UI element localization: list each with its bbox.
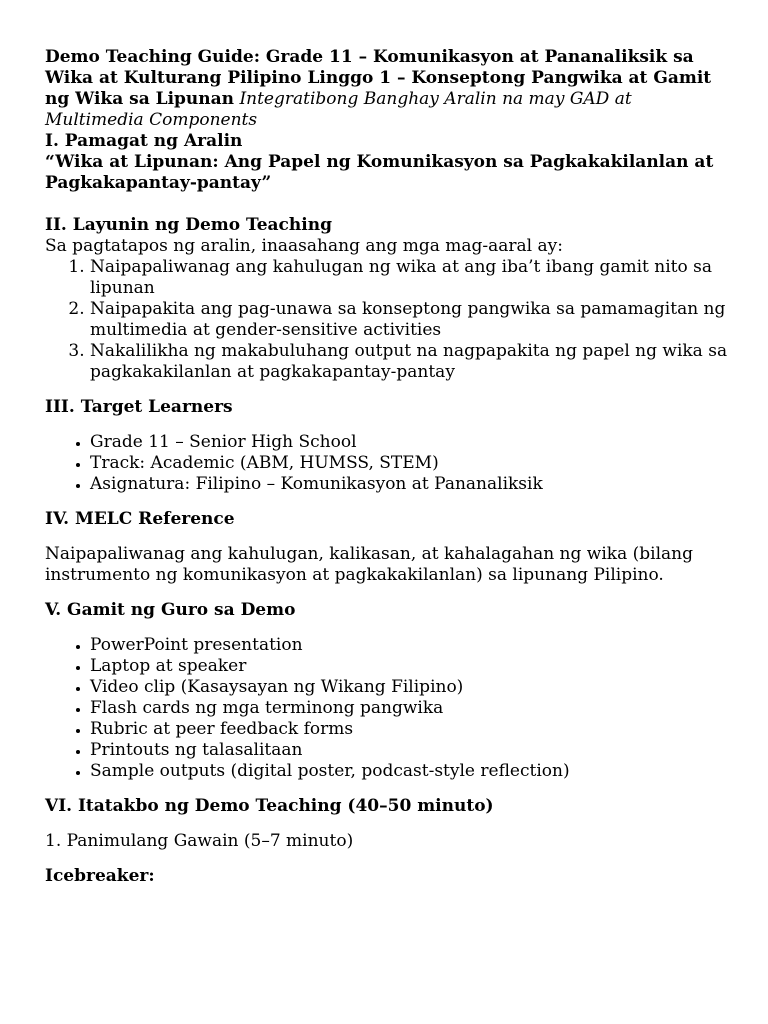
document-title-bold: Demo Teaching Guide: Grade 11 – Komunikasyon at Pananaliksik sa Wika at Kulturang Pilipino Linggo 1 – Konseptong Pangwika at Gamit ng Wika sa Lipunan	[45, 47, 712, 109]
lesson-title: “Wika at Lipunan: Ang Papel ng Komunikasyon sa Pagkakakilanlan at Pagkakapantay-pantay”	[45, 152, 714, 193]
section-target-learners	[45, 397, 728, 495]
list-item: 1. Naipapaliwanag ang kahulugan ng wika at ang iba’t ibang gamit nito sa lipunan	[90, 257, 728, 299]
section-intro: Sa pagtatapos ng aralin, inaasahang ang mga mag-aaral ay:	[45, 236, 563, 256]
list-item: • Track: Academic (ABM, HUMSS, STEM)	[90, 453, 728, 474]
list-item: • PowerPoint presentation	[90, 635, 728, 656]
section-melc	[45, 509, 728, 586]
list-item: • Laptop at speaker	[90, 656, 728, 677]
list-item: • Video clip (Kasaysayan ng Wikang Filipino)	[90, 677, 728, 698]
spacer	[45, 817, 728, 831]
materials-list	[45, 635, 728, 782]
section-gamit	[45, 600, 728, 782]
list-item: • Flash cards ng mga terminong pangwika	[90, 698, 728, 719]
document-title	[45, 47, 728, 131]
subsection-heading: Icebreaker:	[45, 866, 155, 886]
objectives-list	[45, 257, 728, 383]
list-item: 2. Naipapakita ang pag-unawa sa konseptong pangwika sa pamamagitan ng multimedia at gender-sensitive activities	[90, 299, 728, 341]
spacer	[45, 194, 728, 215]
list-item: • Asignatura: Filipino – Komunikasyon at Pananaliksik	[90, 474, 728, 495]
section-text: Naipapaliwanag ang kahulugan, kalikasan, at kahalagahan ng wika (bilang instrumento ng komunikasyon at pagkakakilanlan) sa lipunang Pilipino.	[45, 544, 693, 585]
section-heading: II. Layunin ng Demo Teaching	[45, 215, 332, 235]
section-heading: IV. MELC Reference	[45, 509, 235, 529]
section-itatakbo	[45, 796, 728, 887]
list-item: • Printouts ng talasalitaan	[90, 740, 728, 761]
learners-list	[45, 432, 728, 495]
spacer	[45, 418, 728, 432]
section-heading: I. Pamagat ng Aralin	[45, 131, 243, 151]
section-heading: VI. Itatakbo ng Demo Teaching (40–50 minuto)	[45, 796, 494, 816]
spacer	[45, 530, 728, 544]
spacer	[45, 621, 728, 635]
spacer	[45, 383, 728, 397]
section-heading: V. Gamit ng Guro sa Demo	[45, 600, 296, 620]
section-pamagat	[45, 131, 728, 194]
section-heading: III. Target Learners	[45, 397, 233, 417]
list-item: • Grade 11 – Senior High School	[90, 432, 728, 453]
list-item: • Sample outputs (digital poster, podcast-style reflection)	[90, 761, 728, 782]
spacer	[45, 782, 728, 796]
spacer	[45, 495, 728, 509]
spacer	[45, 586, 728, 600]
list-item: • Rubric at peer feedback forms	[90, 719, 728, 740]
document-title-italic: Integratibong Banghay Aralin na may GAD at Multimedia Components	[45, 89, 632, 130]
step-label: 1. Panimulang Gawain (5–7 minuto)	[45, 831, 354, 851]
spacer	[45, 852, 728, 866]
section-layunin	[45, 215, 728, 383]
list-item: 3. Nakalilikha ng makabuluhang output na nagpapakita ng papel ng wika sa pagkakakilanlan at pagkakapantay-pantay	[90, 341, 728, 383]
